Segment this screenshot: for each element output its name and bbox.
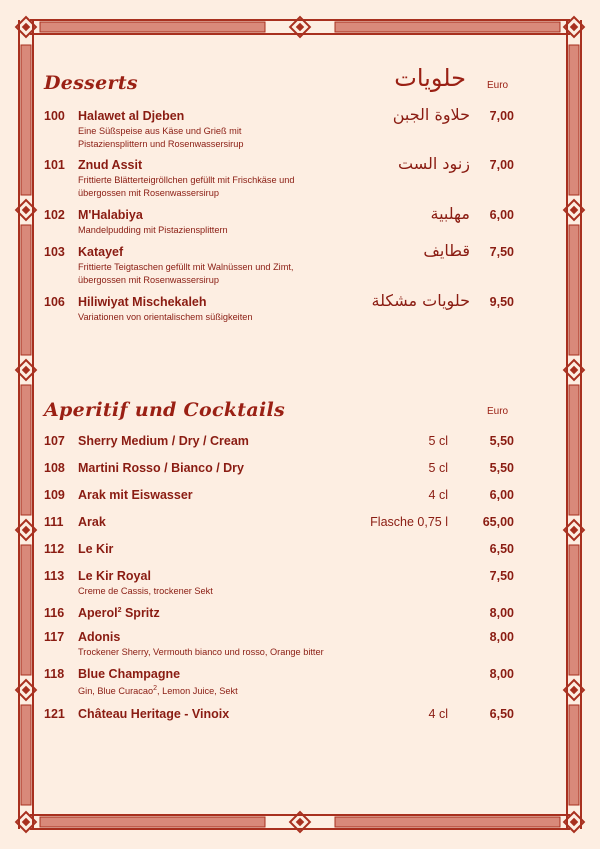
aperitif-title: Aperitif und Cocktails xyxy=(44,399,286,421)
item-description: Frittierte Teigtaschen gefüllt mit Walnüssen und Zimt, übergossen mit Rosenwassersirup xyxy=(78,262,294,285)
item-name: Blue Champagne xyxy=(78,667,181,681)
item-volume: Flasche 0,75 l xyxy=(370,515,448,529)
item-price: 5,50 xyxy=(489,434,514,448)
item-number: 113 xyxy=(44,569,65,583)
item-number: 117 xyxy=(44,630,65,644)
item-name: Hiliwiyat Mischekaleh xyxy=(78,295,207,309)
item-volume: 5 cl xyxy=(428,461,448,475)
item-price: 8,00 xyxy=(489,630,514,644)
item-description: Gin, Blue Curacao$^2$, Lemon Juice, Sekt xyxy=(78,685,238,697)
item-name: Le Kir xyxy=(78,542,114,556)
item-price: 8,00 xyxy=(489,606,514,620)
item-name: Adonis xyxy=(78,630,121,644)
item-number: 111 xyxy=(44,515,64,529)
item-name: Martini Rosso / Bianco / Dry xyxy=(78,461,245,475)
item-price: 7,00 xyxy=(489,109,514,123)
item-arabic-name: قطايف xyxy=(423,241,470,260)
item-number: 101 xyxy=(44,158,65,172)
item-arabic-name: مهلبية xyxy=(430,204,470,223)
item-number: 121 xyxy=(44,707,65,721)
item-volume: 4 cl xyxy=(428,707,448,721)
item-price: 7,50 xyxy=(489,569,514,583)
item-price: 8,00 xyxy=(489,667,514,681)
item-number: 108 xyxy=(44,461,65,475)
item-volume: 4 cl xyxy=(428,488,448,502)
item-volume: 5 cl xyxy=(428,434,448,448)
item-name: Sherry Medium / Dry / Cream xyxy=(78,434,249,448)
item-description: Mandelpudding mit Pistaziensplittern xyxy=(78,225,228,235)
item-name: Château Heritage - Vinoix xyxy=(78,707,230,721)
item-price: 6,50 xyxy=(489,707,514,721)
item-number: 109 xyxy=(44,488,65,502)
item-name: M'Halabiya xyxy=(78,208,143,222)
item-price: 7,00 xyxy=(489,158,514,172)
item-arabic-name: زنود الست xyxy=(398,154,470,173)
item-name: Le Kir Royal xyxy=(78,569,151,583)
item-name: Znud Assit xyxy=(78,158,143,172)
item-name: Aperol$^2$ Spritz xyxy=(78,606,160,620)
item-price: 5,50 xyxy=(489,461,514,475)
aperitif-currency: Euro xyxy=(487,406,509,417)
item-price: 7,50 xyxy=(489,245,514,259)
item-number: 102 xyxy=(44,208,65,222)
item-description: Variationen von orientalischem süßigkeiten xyxy=(78,312,253,322)
item-number: 107 xyxy=(44,434,65,448)
item-arabic-name: حلويات مشكلة xyxy=(371,291,470,310)
item-description: Frittierte Blätterteigröllchen gefüllt mit Frischkäse und übergossen mit Rosenwassersirup xyxy=(78,175,295,198)
item-name: Katayef xyxy=(78,245,124,259)
desserts-arabic-title: حلويات xyxy=(394,64,466,92)
item-number: 116 xyxy=(44,606,65,620)
item-number: 106 xyxy=(44,295,65,309)
item-number: 100 xyxy=(44,109,65,123)
item-name: Arak xyxy=(78,515,106,529)
item-number: 103 xyxy=(44,245,65,259)
item-name: Arak mit Eiswasser xyxy=(78,488,193,502)
item-price: 6,50 xyxy=(489,542,514,556)
item-number: 118 xyxy=(44,667,65,681)
item-number: 112 xyxy=(44,542,65,556)
item-description: Trockener Sherry, Vermouth bianco und rosso, Orange bitter xyxy=(78,647,324,657)
desserts-title: Desserts xyxy=(44,72,138,94)
item-description: Creme de Cassis, trockener Sekt xyxy=(78,586,213,596)
desserts-currency: Euro xyxy=(487,80,509,91)
item-description: Eine Süßspeise aus Käse und Grieß mit Pistaziensplittern und Rosenwassersirup xyxy=(78,126,244,149)
item-name: Halawet al Djeben xyxy=(78,109,185,123)
item-price: 9,50 xyxy=(489,295,514,309)
item-arabic-name: حلاوة الجبن xyxy=(392,105,470,124)
item-price: 6,00 xyxy=(489,488,514,502)
item-price: 6,00 xyxy=(489,208,514,222)
item-price: 65,00 xyxy=(482,515,514,529)
